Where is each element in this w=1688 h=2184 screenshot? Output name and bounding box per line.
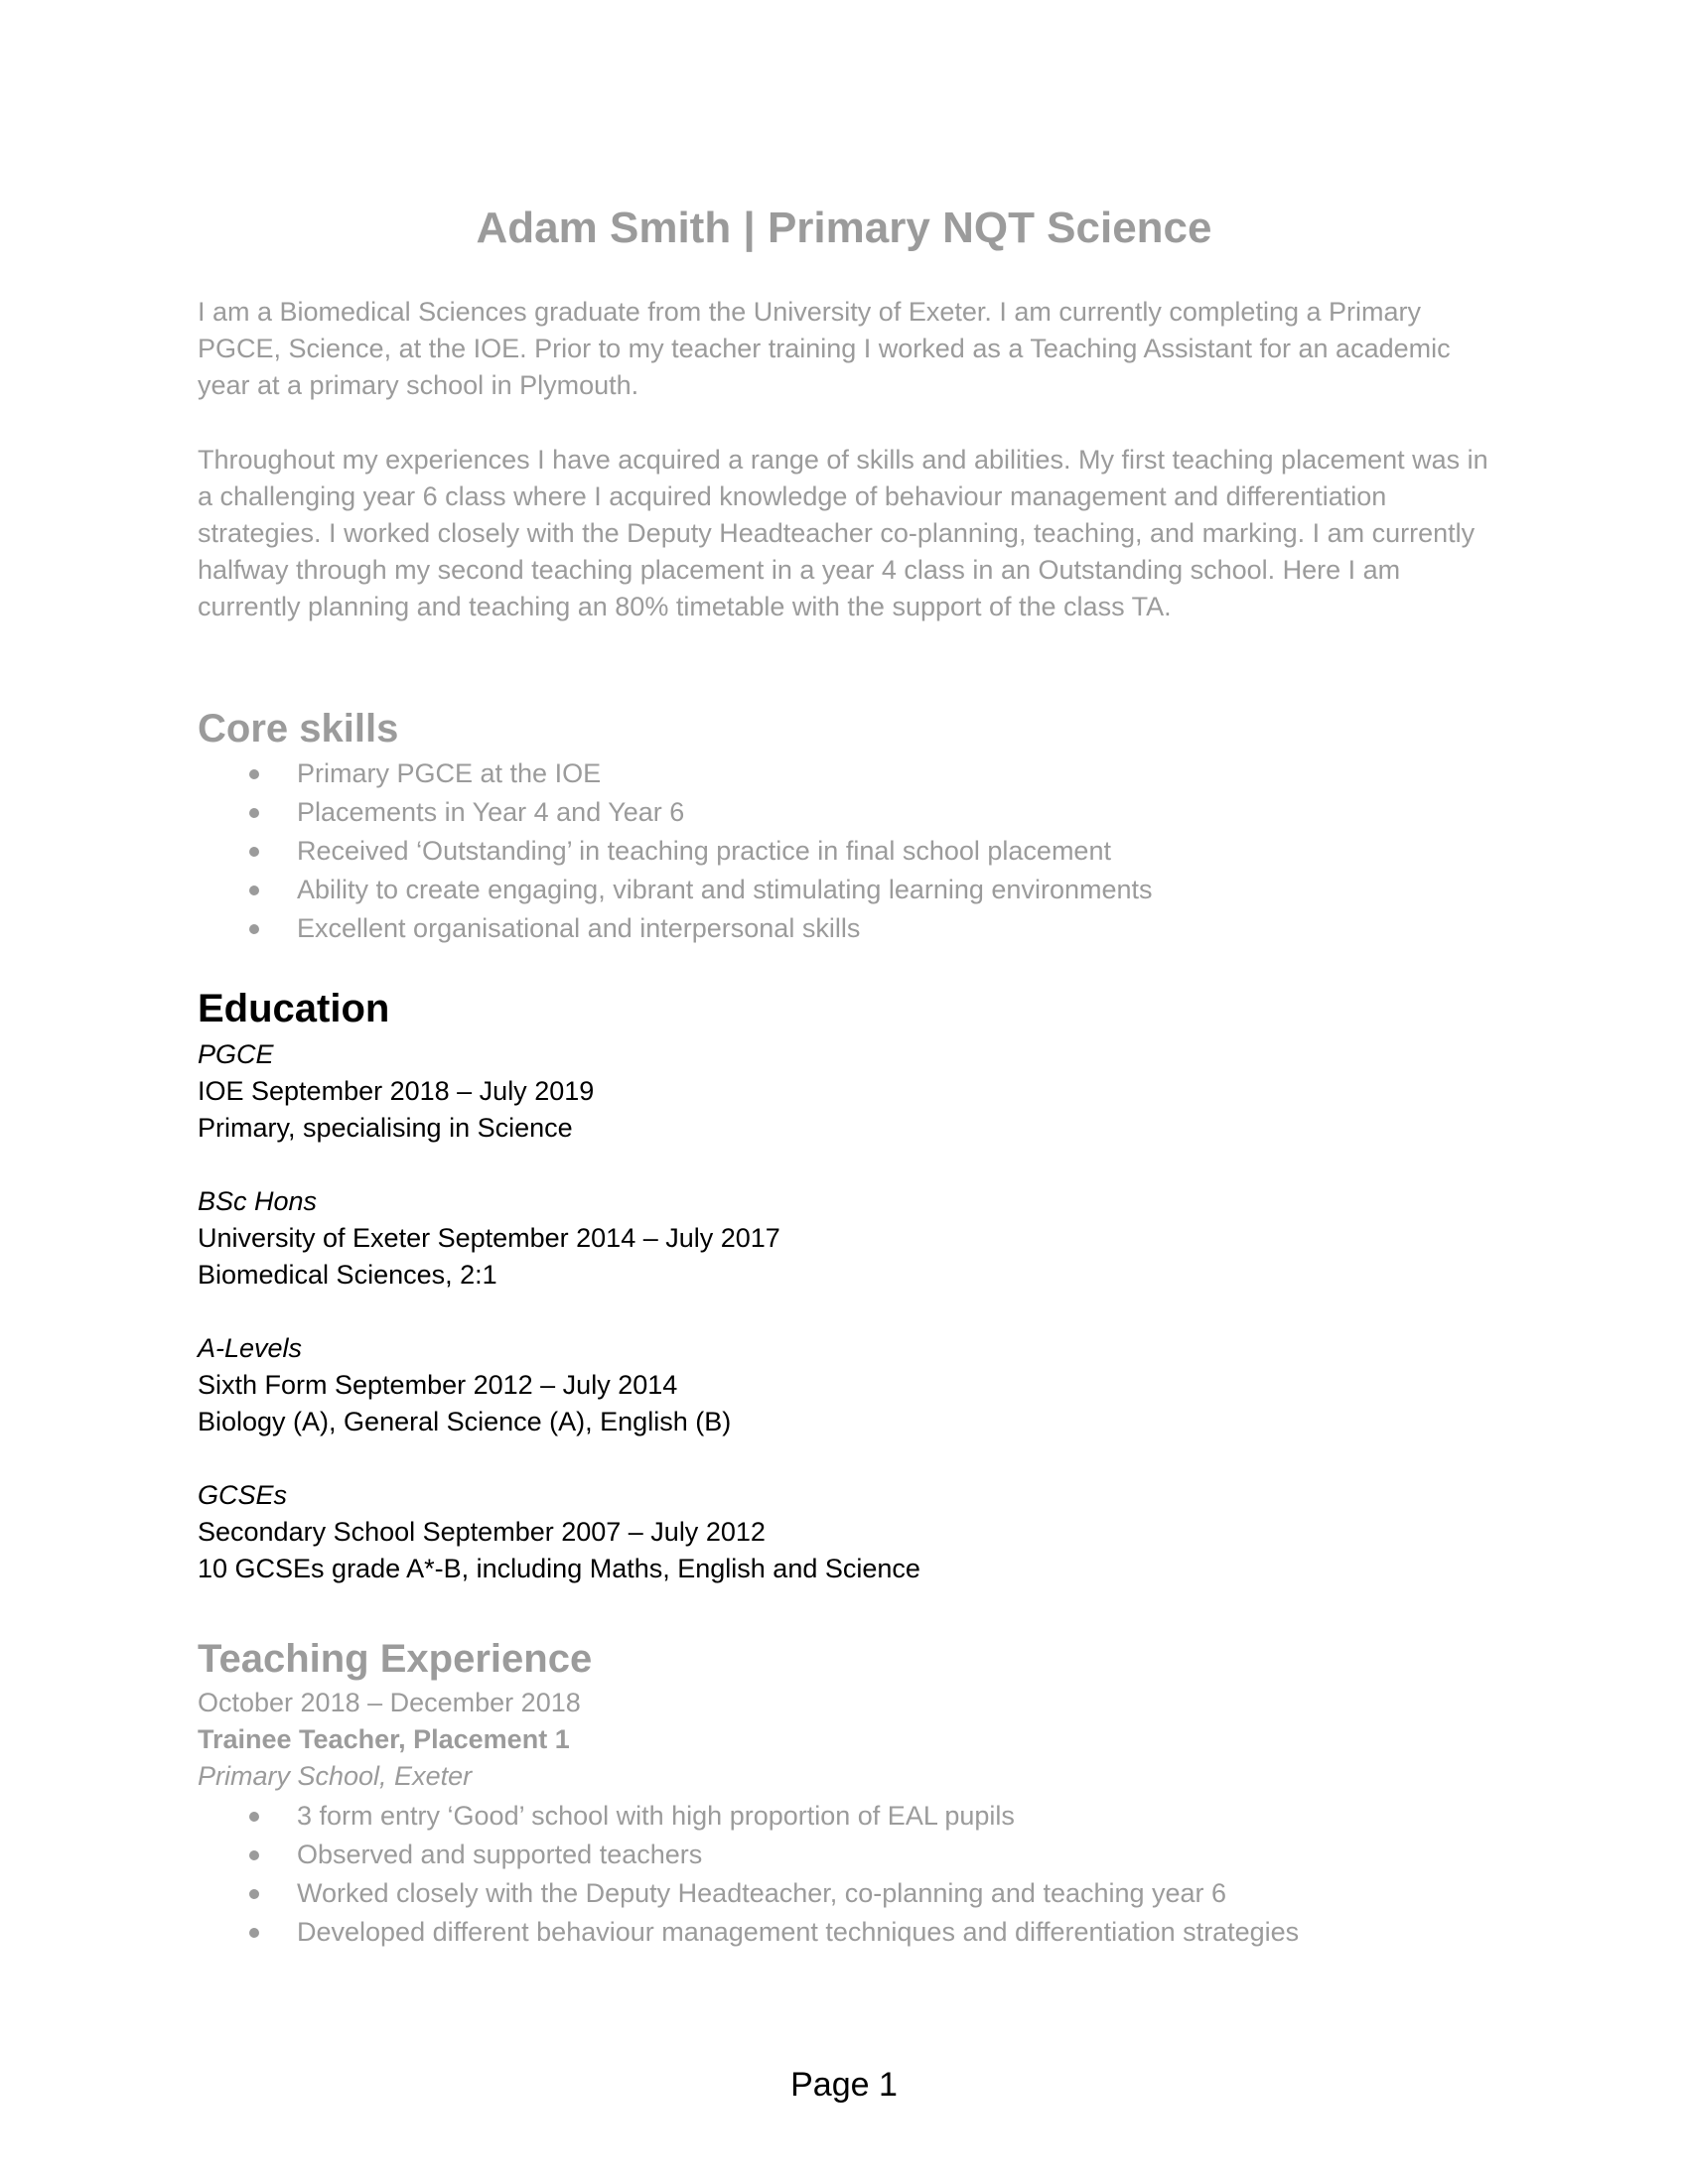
education-entry bbox=[198, 1330, 731, 1440]
teaching-experience-heading: Teaching Experience bbox=[198, 1637, 593, 1681]
list-item bbox=[198, 832, 1153, 871]
list-item bbox=[198, 909, 1153, 948]
education-heading: Education bbox=[198, 987, 390, 1030]
education-details: 10 GCSEs grade A*-B, including Maths, English and Science bbox=[198, 1554, 920, 1583]
bullet-icon bbox=[249, 1812, 259, 1822]
education-institution-dates: University of Exeter September 2014 – July 2017 bbox=[198, 1223, 780, 1253]
list-item bbox=[198, 1797, 1299, 1836]
bullet-icon bbox=[249, 808, 259, 818]
experience-dates: October 2018 – December 2018 bbox=[198, 1688, 581, 1717]
bullet-icon bbox=[249, 886, 259, 895]
resume-page bbox=[198, 0, 1490, 2184]
education-institution-dates: IOE September 2018 – July 2019 bbox=[198, 1076, 595, 1106]
profile-paragraph-1: I am a Biomedical Sciences graduate from the University of Exeter. I am currently completing a Primary PGCE, Science, at the IOE. Prior to my teacher training I worked as a Teaching Assistant for an academic year at a primary school in Plymouth. bbox=[198, 297, 1451, 400]
list-item bbox=[198, 1874, 1299, 1913]
education-details: Biomedical Sciences, 2:1 bbox=[198, 1260, 497, 1290]
experience-item-text: 3 form entry ‘Good’ school with high proportion of EAL pupils bbox=[297, 1801, 1015, 1831]
education-details: Primary, specialising in Science bbox=[198, 1113, 573, 1143]
bullet-icon bbox=[249, 1889, 259, 1899]
profile-paragraph-2: Throughout my experiences I have acquired a range of skills and abilities. My first teaching placement was in a challenging year 6 class where I acquired knowledge of behaviour management and differentiation strategies. I worked closely with the Deputy Headteacher co-planning, teaching, and marking. I am currently halfway through my second teaching placement in a year 4 class in an Outstanding school. Here I am currently planning and teaching an 80% timetable with the support of the class TA. bbox=[198, 445, 1488, 621]
list-item bbox=[198, 793, 1153, 832]
bullet-icon bbox=[249, 847, 259, 857]
list-item bbox=[198, 1836, 1299, 1874]
experience-role: Trainee Teacher, Placement 1 bbox=[198, 1724, 570, 1754]
teaching-experience-list bbox=[198, 1797, 1299, 1952]
core-skills-heading: Core skills bbox=[198, 707, 399, 751]
education-entry bbox=[198, 1183, 780, 1294]
core-skill-text: Primary PGCE at the IOE bbox=[297, 758, 602, 788]
education-entry bbox=[198, 1036, 594, 1147]
bullet-icon bbox=[249, 1850, 259, 1860]
core-skill-text: Ability to create engaging, vibrant and stimulating learning environments bbox=[297, 875, 1153, 904]
experience-item-text: Observed and supported teachers bbox=[297, 1840, 703, 1869]
experience-item-text: Worked closely with the Deputy Headteacher, co-planning and teaching year 6 bbox=[297, 1878, 1227, 1908]
experience-place: Primary School, Exeter bbox=[198, 1761, 473, 1791]
bullet-icon bbox=[249, 769, 259, 779]
education-qualification: BSc Hons bbox=[198, 1186, 318, 1216]
education-entry bbox=[198, 1477, 920, 1587]
core-skill-text: Received ‘Outstanding’ in teaching practice in final school placement bbox=[297, 836, 1111, 866]
education-institution-dates: Sixth Form September 2012 – July 2014 bbox=[198, 1370, 678, 1400]
experience-item-text: Developed different behaviour management techniques and differentiation strategies bbox=[297, 1917, 1300, 1947]
core-skill-text: Excellent organisational and interpersonal skills bbox=[297, 913, 861, 943]
education-qualification: PGCE bbox=[198, 1039, 274, 1069]
education-institution-dates: Secondary School September 2007 – July 2012 bbox=[198, 1517, 766, 1547]
list-item bbox=[198, 754, 1153, 793]
list-item bbox=[198, 1913, 1299, 1952]
list-item bbox=[198, 871, 1153, 909]
bullet-icon bbox=[249, 1928, 259, 1938]
page-number: Page 1 bbox=[790, 2066, 898, 2104]
education-qualification: A-Levels bbox=[198, 1333, 303, 1363]
core-skills-list bbox=[198, 754, 1153, 948]
core-skill-text: Placements in Year 4 and Year 6 bbox=[297, 797, 685, 827]
education-qualification: GCSEs bbox=[198, 1480, 288, 1510]
bullet-icon bbox=[249, 924, 259, 934]
resume-title: Adam Smith | Primary NQT Science bbox=[476, 204, 1212, 252]
education-details: Biology (A), General Science (A), English (B) bbox=[198, 1407, 732, 1436]
